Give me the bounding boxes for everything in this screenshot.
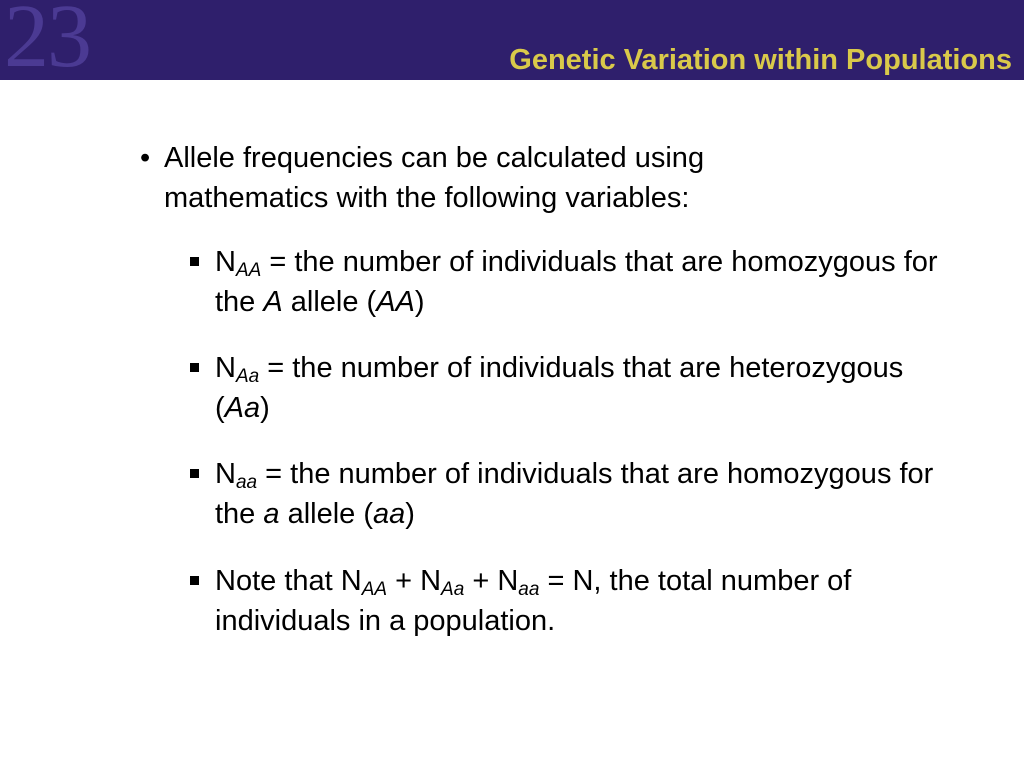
bullet-marker: • bbox=[140, 142, 151, 174]
subscript-AA: AA bbox=[361, 579, 388, 600]
subbullet-text-part: ) bbox=[414, 286, 425, 318]
variable-n: N bbox=[215, 246, 236, 278]
subscript-aa: aa bbox=[235, 472, 258, 493]
subbullet-text-part: allele ( bbox=[279, 498, 374, 530]
main-bullet bbox=[140, 138, 840, 218]
subbullet-naa-homozygous-dominant bbox=[190, 242, 950, 322]
subscript-Aa: Aa bbox=[441, 579, 465, 600]
subbullet-text-part: + N bbox=[464, 565, 519, 597]
subbullet-text-part: allele ( bbox=[282, 286, 377, 318]
subbullet-text-part: ) bbox=[260, 392, 270, 424]
subscript-Aa: Aa bbox=[235, 366, 260, 387]
main-bullet-text: Allele frequencies can be calculated using mathematics with the following variables: bbox=[164, 142, 705, 214]
subscript-AA: AA bbox=[235, 260, 262, 281]
italic-genotype: AA bbox=[376, 286, 415, 318]
subbullet-text-part: = the number of individuals that are homozygous for the bbox=[215, 246, 938, 318]
subbullet-naa-homozygous-recessive bbox=[190, 454, 950, 534]
subbullet-text-part: = the number of individuals that are homozygous for the bbox=[215, 458, 934, 530]
subbullet-naa-heterozygous bbox=[190, 348, 950, 428]
subbullet-text-part: + N bbox=[387, 565, 442, 597]
chapter-number: 23 bbox=[4, 0, 90, 86]
italic-genotype: Aa bbox=[224, 392, 261, 424]
subbullet-total-note bbox=[190, 561, 950, 641]
variable-n: N bbox=[215, 352, 236, 384]
subbullet-text-part: ) bbox=[405, 498, 415, 530]
header-bar bbox=[0, 0, 1024, 86]
italic-allele: a bbox=[263, 498, 280, 530]
subbullet-text-part: Note that N bbox=[215, 565, 362, 597]
square-bullet-icon bbox=[190, 257, 199, 266]
subbullet-text-part: = N, the total number of individuals in a population. bbox=[215, 565, 852, 637]
variable-n: N bbox=[215, 458, 236, 490]
subscript-aa: aa bbox=[518, 579, 540, 600]
square-bullet-icon bbox=[190, 469, 199, 478]
subbullet-text-part: = the number of individuals that are heterozygous ( bbox=[215, 352, 904, 424]
subbullet-text bbox=[215, 242, 950, 322]
slide-title: Genetic Variation within Populations bbox=[509, 44, 1012, 76]
subbullet-text bbox=[215, 348, 950, 428]
square-bullet-icon bbox=[190, 576, 199, 585]
square-bullet-icon bbox=[190, 363, 199, 372]
italic-allele: A bbox=[263, 286, 283, 318]
subbullet-text bbox=[215, 561, 950, 641]
italic-genotype: aa bbox=[373, 498, 406, 530]
subbullet-text bbox=[215, 454, 950, 534]
